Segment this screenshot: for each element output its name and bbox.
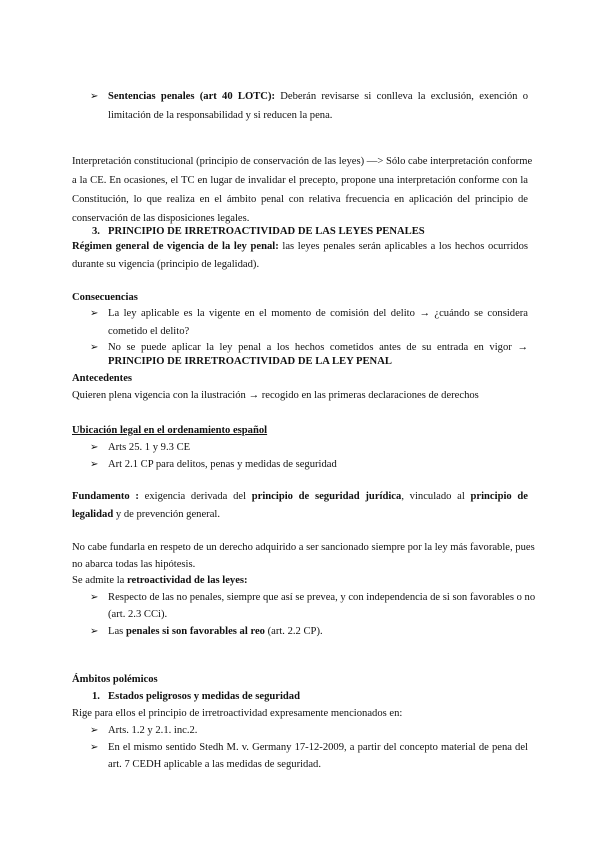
ambitos-item2-line2: art. 7 CEDH aplicable a las medidas de seguridad. [108, 759, 321, 770]
fundamento-bold3: legalidad [72, 509, 114, 520]
fundamento-text1: exigencia derivada del [138, 491, 252, 502]
ambitos-sub-title: Estados peligrosos y medidas de seguridad [108, 691, 300, 702]
consecuencias-item1-line1: La ley aplicable es la vigente en el momento de comisión del delito → ¿cuándo se considera [108, 308, 528, 319]
bullet-arrow-icon: ➢ [90, 342, 99, 353]
nocabe-line1: No cabe fundarla en respeto de un derecho adquirido a ser sancionado siempre por la ley más favorable, pues [72, 542, 535, 553]
regimen-line2: durante su vigencia (principio de legalidad). [72, 259, 260, 270]
seadmite-item2-text1: Las [108, 626, 126, 637]
bullet-arrow-icon: ➢ [90, 725, 99, 736]
seadmite-bold: retroactividad de las leyes: [127, 575, 248, 586]
fundamento-line2 [72, 508, 220, 522]
regimen-label: Régimen general de vigencia de la ley penal: [72, 241, 279, 252]
ubicacion-item1: Arts 25. 1 y 9.3 CE [108, 442, 191, 453]
bullet-arrow-icon: ➢ [90, 626, 99, 637]
sentencias-penales-line1 [108, 90, 528, 104]
ubicacion-heading: Ubicación legal en el ordenamiento español [72, 425, 268, 436]
interpretacion-line4: conservación de las disposiciones legales. [72, 213, 250, 224]
ambitos-sub-number: 1. [92, 691, 100, 702]
interpretacion-line2: a la CE. En ocasiones, el TC en lugar de invalidar el precepto, propone una interpretación conforme con la [72, 175, 528, 186]
bullet-arrow-icon: ➢ [90, 592, 99, 603]
seadmite-item1-line1: Respecto de las no penales, siempre que así se prevea, y con independencia de si son favorables o no [108, 592, 536, 603]
fundamento-text2: , vinculado al [401, 491, 471, 502]
bullet-arrow-icon: ➢ [90, 308, 99, 319]
bullet-arrow-icon: ➢ [90, 742, 99, 753]
bullet-arrow-icon: ➢ [90, 442, 99, 453]
ambitos-intro: Rige para ellos el principio de irretroactividad expresamente mencionados en: [72, 708, 403, 719]
fundamento-bold1: principio de seguridad jurídica [251, 491, 402, 502]
ambitos-item2-line1: En el mismo sentido Stedh M. v. Germany 17-12-2009, a partir del concepto material de pena del [108, 742, 528, 753]
section-3-number: 3. [92, 226, 100, 237]
interpretacion-line3: Constitución, lo que realiza en el ámbito penal con relativa frecuencia en aplicación del principio de [72, 194, 528, 205]
regimen-text: las leyes penales serán aplicables a los hechos ocurridos [278, 241, 528, 252]
sentencias-penales-text: Deberán revisarse si conlleva la exclusión, exención o [275, 91, 528, 102]
seadmite-item2-text2: (art. 2.2 CP). [264, 626, 323, 637]
consecuencias-item2-line1: No se puede aplicar la ley penal a los hechos cometidos antes de su entrada en vigor → [108, 342, 528, 353]
antecedentes-text: Quieren plena vigencia con la ilustración → recogido en las primeras declaraciones de derechos [72, 390, 479, 401]
sentencias-penales-label: Sentencias penales (art 40 LOTC): [108, 91, 275, 102]
interpretacion-line1: Interpretación constitucional (principio de conservación de las leyes) —> Sólo cabe interpretación conforme [72, 156, 533, 167]
ambitos-heading: Ámbitos polémicos [72, 674, 158, 685]
bullet-arrow-icon: ➢ [90, 459, 99, 470]
fundamento-text3: y de prevención general. [113, 509, 220, 520]
fundamento-bold2: principio de [470, 491, 529, 502]
seadmite-item2-bold: penales si son favorables al reo [125, 626, 265, 637]
seadmite-text: Se admite la [72, 575, 128, 586]
ubicacion-item2: Art 2.1 CP para delitos, penas y medidas de seguridad [108, 459, 337, 470]
antecedentes-heading: Antecedentes [72, 373, 133, 384]
fundamento-label: Fundamento : [72, 491, 139, 502]
section-3-title: PRINCIPIO DE IRRETROACTIVIDAD DE LAS LEYES PENALES [108, 226, 425, 237]
ambitos-item1: Arts. 1.2 y 2.1. inc.2. [108, 725, 198, 736]
consecuencias-item2-line2: PRINCIPIO DE IRRETROACTIVIDAD DE LA LEY PENAL [108, 356, 392, 367]
regimen-line1 [72, 240, 528, 254]
nocabe-line2: no abarca todas las hipótesis. [72, 559, 196, 570]
fundamento-line1 [72, 490, 528, 504]
bullet-arrow-icon: ➢ [90, 91, 99, 102]
seadmite-item2 [108, 625, 323, 639]
sentencias-penales-line2: limitación de la responsabilidad y si reducen la pena. [108, 110, 333, 121]
seadmite-item1-line2: (art. 2.3 CCi). [108, 609, 168, 620]
consecuencias-item1-line2: cometido el delito? [108, 326, 190, 337]
consecuencias-heading: Consecuencias [72, 292, 138, 303]
seadmite-line [72, 574, 248, 588]
